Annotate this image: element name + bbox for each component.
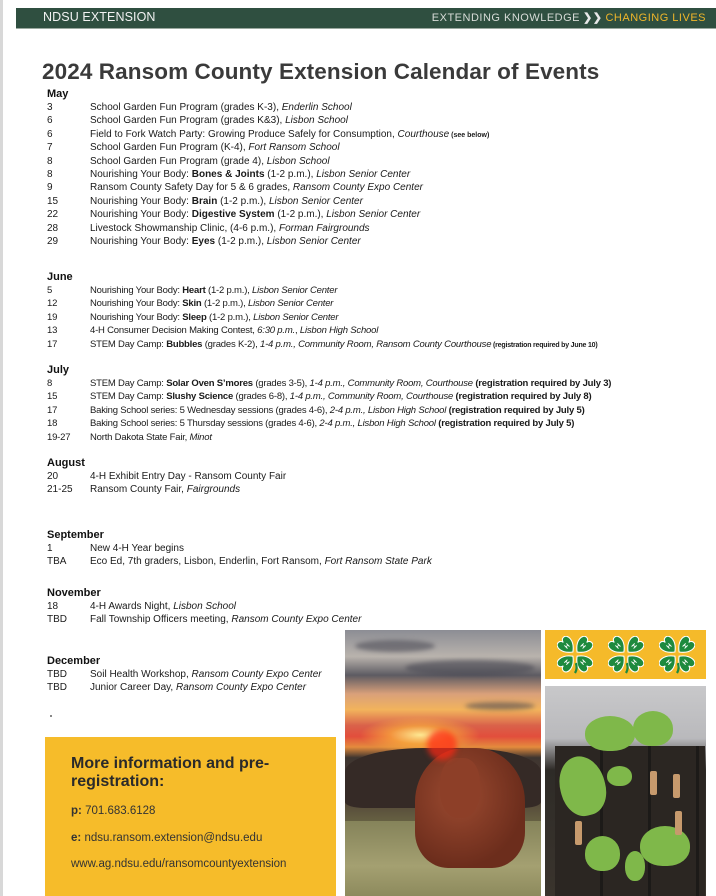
event-description xyxy=(90,195,489,208)
event-description xyxy=(90,431,611,444)
event-location: Fort Ransom School xyxy=(248,142,340,154)
event-text: Soil Health Workshop, xyxy=(90,669,192,680)
event-location: Lisbon Senior Center xyxy=(248,298,334,310)
event-row xyxy=(47,600,361,613)
event-row xyxy=(47,222,489,235)
event-emphasis: Skin xyxy=(182,298,202,310)
event-row xyxy=(47,181,489,194)
page-edge xyxy=(0,0,3,896)
svg-text:H: H xyxy=(613,657,622,666)
event-location: Minot xyxy=(189,431,212,443)
month-august xyxy=(47,457,286,497)
event-text: Nourishing Your Body: xyxy=(90,209,192,221)
event-description xyxy=(90,417,611,430)
event-row xyxy=(47,128,489,141)
event-row xyxy=(47,431,611,444)
email-label: e: xyxy=(71,832,82,844)
svg-text:H: H xyxy=(680,641,689,651)
event-emphasis: Heart xyxy=(182,285,206,296)
phone-line xyxy=(71,805,155,817)
month-heading: November xyxy=(47,587,101,599)
event-description xyxy=(90,208,489,221)
event-description xyxy=(90,542,432,555)
event-text: (grades 6-8), xyxy=(233,391,290,403)
cloud-shape xyxy=(465,702,535,710)
month-june xyxy=(47,271,597,351)
event-text: STEM Day Camp: xyxy=(90,378,167,389)
event-date: 7 xyxy=(47,142,53,154)
leaf-shape xyxy=(633,711,673,746)
event-text: Nourishing Your Body: xyxy=(90,285,183,296)
event-text: , xyxy=(294,325,300,337)
4-h-clover-strip xyxy=(545,630,706,679)
event-emphasis: (registration required by July 5) xyxy=(435,418,575,430)
event-row xyxy=(47,555,432,568)
svg-text:H: H xyxy=(562,657,571,666)
event-date: TBD xyxy=(47,669,67,680)
event-text: Nourishing Your Body: xyxy=(90,195,192,207)
event-text: School Garden Fun Program (grades K&3), xyxy=(90,115,286,127)
svg-text:H: H xyxy=(562,641,571,651)
event-description xyxy=(90,114,489,127)
svg-text:H: H xyxy=(629,657,638,666)
svg-text:H: H xyxy=(629,641,638,651)
double-chevron-icon: ❯❯ xyxy=(583,12,603,24)
event-location: 1-4 p.m., Community Room, Courthouse xyxy=(289,391,454,403)
event-date: 1 xyxy=(47,543,53,554)
event-description xyxy=(90,181,489,194)
event-row xyxy=(47,155,489,168)
month-heading: August xyxy=(47,457,85,469)
event-text: Nourishing Your Body: xyxy=(90,168,192,180)
event-row xyxy=(47,141,489,154)
event-text: (1-2 p.m.), xyxy=(205,285,253,296)
event-text: (grades 3-5), xyxy=(252,378,310,389)
event-row xyxy=(47,235,489,248)
event-emphasis: Slushy Science xyxy=(166,391,234,403)
event-date: 15 xyxy=(47,195,59,207)
event-description xyxy=(90,338,597,351)
info-heading: More information and pre-registration: xyxy=(71,755,270,790)
phone-number[interactable]: 701.683.6128 xyxy=(85,805,156,817)
event-description xyxy=(90,168,489,181)
event-row xyxy=(47,668,322,681)
event-location: Lisbon Senior Center xyxy=(252,285,338,296)
event-date: 13 xyxy=(47,325,58,337)
4-h-clover-icon xyxy=(659,636,695,674)
event-note: (registration required by June 10) xyxy=(491,341,598,349)
event-emphasis: Sleep xyxy=(182,311,207,323)
event-text: 4-H Exhibit Entry Day - Ransom County Fair xyxy=(90,471,287,482)
event-date: 8 xyxy=(47,168,53,180)
event-emphasis: (registration required by July 5) xyxy=(446,404,585,416)
4-h-clover-icon xyxy=(557,636,593,674)
event-text: STEM Day Camp: xyxy=(90,391,167,403)
phone-label: p: xyxy=(71,805,82,817)
event-text: Eco Ed, 7th graders, Lisbon, Enderlin, Fort Ransom, xyxy=(90,556,325,568)
event-date: 15 xyxy=(47,391,58,403)
event-description xyxy=(90,555,432,568)
tagline xyxy=(432,11,706,24)
plant-label-stake xyxy=(650,771,657,795)
website-link[interactable]: www.ag.ndsu.edu/ransomcountyextension xyxy=(71,858,287,870)
event-date: 17 xyxy=(47,404,58,416)
leaf-shape xyxy=(585,836,620,871)
event-location: Lisbon Senior Center xyxy=(253,311,339,323)
event-date: 9 xyxy=(47,182,53,194)
month-november xyxy=(47,587,361,627)
event-date: 3 xyxy=(47,102,53,113)
event-date: 28 xyxy=(47,222,59,234)
event-location: Courthouse xyxy=(397,128,450,140)
leaf-shape xyxy=(585,716,635,751)
page-title: 2024 Ransom County Extension Calendar of Events xyxy=(42,59,600,85)
header-bar xyxy=(16,8,716,29)
event-emphasis: Solar Oven S’mores xyxy=(166,378,253,389)
event-row xyxy=(47,483,286,496)
event-description xyxy=(90,235,489,248)
event-text: Ransom County Fair, xyxy=(90,484,187,496)
info-box xyxy=(45,737,336,896)
event-description xyxy=(90,141,489,154)
event-description xyxy=(90,311,597,324)
event-location: 1-4 p.m., Community Room, Ransom County Courthouse xyxy=(259,338,492,350)
month-heading: July xyxy=(47,364,70,376)
month-heading: September xyxy=(47,529,104,541)
event-description xyxy=(90,297,597,310)
event-location: Fairgrounds xyxy=(186,484,241,496)
month-december xyxy=(47,655,322,695)
event-description xyxy=(90,681,322,694)
event-date: 18 xyxy=(47,418,58,430)
svg-text:H: H xyxy=(613,641,622,651)
event-date: 6 xyxy=(47,128,53,140)
event-description xyxy=(90,483,286,496)
event-emphasis: (registration required by July 8) xyxy=(453,391,592,403)
event-emphasis: Bubbles xyxy=(166,338,203,350)
svg-text:H: H xyxy=(578,657,587,666)
month-september xyxy=(47,529,432,569)
event-emphasis: (registration required by July 3) xyxy=(472,378,612,389)
event-location: 6:30 p.m. xyxy=(257,325,295,337)
event-row xyxy=(47,297,597,310)
event-row xyxy=(47,311,597,324)
event-text: STEM Day Camp: xyxy=(90,338,167,350)
event-description xyxy=(90,613,361,626)
event-description xyxy=(90,284,597,297)
event-row xyxy=(47,404,611,417)
month-heading: June xyxy=(47,271,73,283)
leaf-shape xyxy=(640,826,690,866)
event-location: Forman Fairgrounds xyxy=(278,222,370,234)
4-h-clover-icon xyxy=(608,636,644,674)
event-date: TBD xyxy=(47,614,67,626)
event-text: Nourishing Your Body: xyxy=(90,298,183,310)
seedlings-photo xyxy=(545,686,706,896)
month-july xyxy=(47,364,611,444)
event-text: New 4-H Year begins xyxy=(90,543,184,554)
svg-text:H: H xyxy=(578,641,587,651)
svg-text:H: H xyxy=(664,657,673,666)
event-text: School Garden Fun Program (grade 4), xyxy=(90,155,267,167)
leaf-shape xyxy=(607,766,632,786)
event-text: Ransom County Safety Day for 5 & 6 grades, xyxy=(90,182,293,194)
cow-head-shape xyxy=(440,758,480,818)
event-emphasis: Eyes xyxy=(191,235,216,247)
event-row xyxy=(47,338,597,351)
plant-label-stake xyxy=(575,821,582,845)
event-text: Baking School series: 5 Thursday sessions (grades 4-6), xyxy=(90,418,320,430)
plant-label-stake xyxy=(675,811,682,835)
event-location: Lisbon Senior Center xyxy=(316,168,411,180)
event-text: Junior Career Day, xyxy=(90,682,176,694)
event-date: 5 xyxy=(47,285,53,296)
event-date: 8 xyxy=(47,378,53,389)
event-row xyxy=(47,114,489,127)
event-description xyxy=(90,600,361,613)
month-heading: December xyxy=(47,655,101,667)
event-row xyxy=(47,470,286,483)
event-location: Ransom County Expo Center xyxy=(191,669,322,680)
event-text: (1-2 p.m.), xyxy=(217,195,269,207)
event-description xyxy=(90,222,489,235)
event-text: School Garden Fun Program (grades K-3), xyxy=(90,102,282,113)
event-description xyxy=(90,128,489,141)
event-description xyxy=(90,377,611,390)
event-row xyxy=(47,377,611,390)
event-row xyxy=(47,195,489,208)
event-text: Nourishing Your Body: xyxy=(90,235,192,247)
event-description xyxy=(90,390,611,403)
event-description xyxy=(90,404,611,417)
event-location: Lisbon School xyxy=(266,155,330,167)
email-line xyxy=(71,832,262,844)
event-emphasis: Brain xyxy=(191,195,218,207)
event-date: TBD xyxy=(47,682,67,694)
event-text: (1-2 p.m.), xyxy=(274,209,327,221)
event-text: 4-H Consumer Decision Making Contest, xyxy=(90,325,258,337)
event-row xyxy=(47,417,611,430)
event-emphasis: Digestive System xyxy=(191,209,275,221)
leaf-shape xyxy=(625,851,645,881)
event-row xyxy=(47,324,597,337)
event-description xyxy=(90,155,489,168)
event-row xyxy=(47,542,432,555)
event-text: 4-H Awards Night, xyxy=(90,601,174,612)
event-location: 1-4 p.m., Community Room, Courthouse xyxy=(309,378,473,389)
event-text: (1-2 p.m.), xyxy=(264,168,317,180)
email-address[interactable]: ndsu.ransom.extension@ndsu.edu xyxy=(84,832,263,844)
event-row xyxy=(47,284,597,297)
event-date: 20 xyxy=(47,471,59,482)
event-location: Lisbon High School xyxy=(299,325,379,337)
event-date: TBA xyxy=(47,556,67,568)
event-description xyxy=(90,101,489,114)
event-location: Ransom County Expo Center xyxy=(292,182,423,194)
plant-label-stake xyxy=(673,774,680,798)
event-description xyxy=(90,470,286,483)
event-note: (see below) xyxy=(449,131,490,139)
event-row xyxy=(47,681,322,694)
cloud-shape xyxy=(355,640,435,652)
event-text: Fall Township Officers meeting, xyxy=(90,614,232,626)
event-text: (1-2 p.m.), xyxy=(206,311,254,323)
event-text: Field to Fork Watch Party: Growing Produce Safely for Consumption, xyxy=(90,128,398,140)
event-date: 8 xyxy=(47,155,53,167)
event-row xyxy=(47,101,489,114)
svg-text:H: H xyxy=(680,657,689,666)
stray-dot xyxy=(50,715,52,717)
event-location: Fort Ransom State Park xyxy=(324,556,432,568)
event-text: Nourishing Your Body: xyxy=(90,311,183,323)
month-may xyxy=(47,88,489,248)
event-location: Lisbon Senior Center xyxy=(268,195,363,207)
event-date: 18 xyxy=(47,601,59,612)
svg-text:H: H xyxy=(664,641,673,651)
event-location: 2-4 p.m., Lisbon High School xyxy=(319,418,436,430)
event-description xyxy=(90,668,322,681)
event-date: 17 xyxy=(47,338,58,350)
event-emphasis: Bones & Joints xyxy=(191,168,265,180)
event-description xyxy=(90,324,597,337)
event-row xyxy=(47,613,361,626)
event-date: 19-27 xyxy=(47,431,71,443)
event-location: 2-4 p.m., Lisbon High School xyxy=(329,404,447,416)
event-row xyxy=(47,390,611,403)
event-text: School Garden Fun Program (K-4), xyxy=(90,142,249,154)
event-location: Ransom County Expo Center xyxy=(231,614,362,626)
event-text: (grades K-2), xyxy=(202,338,260,350)
lens-flare xyxy=(427,730,457,760)
event-date: 12 xyxy=(47,298,58,310)
tagline-left: EXTENDING KNOWLEDGE xyxy=(431,12,581,24)
event-text: North Dakota State Fair, xyxy=(90,431,190,443)
event-row xyxy=(47,208,489,221)
event-date: 21-25 xyxy=(47,484,73,496)
event-location: Lisbon Senior Center xyxy=(266,235,361,247)
event-text: Livestock Showmanship Clinic, (4-6 p.m.), xyxy=(90,222,279,234)
event-location: Lisbon Senior Center xyxy=(326,209,421,221)
cloud-shape xyxy=(405,660,535,676)
tagline-right: CHANGING LIVES xyxy=(605,12,706,24)
event-text: (1-2 p.m.), xyxy=(201,298,249,310)
cattle-sunset-photo xyxy=(345,630,541,896)
event-text: (1-2 p.m.), xyxy=(215,235,267,247)
event-text: Baking School series: 5 Wednesday sessions (grades 4-6), xyxy=(90,404,330,416)
event-date: 6 xyxy=(47,115,53,127)
event-location: Lisbon School xyxy=(173,601,237,612)
month-heading: May xyxy=(47,88,69,100)
event-date: 22 xyxy=(47,209,59,221)
event-date: 29 xyxy=(47,235,59,247)
event-location: Enderlin School xyxy=(281,102,352,113)
brand-label: NDSU EXTENSION xyxy=(43,10,156,24)
event-row xyxy=(47,168,489,181)
event-date: 19 xyxy=(47,311,58,323)
event-location: Ransom County Expo Center xyxy=(175,682,307,694)
event-location: Lisbon School xyxy=(285,115,348,127)
